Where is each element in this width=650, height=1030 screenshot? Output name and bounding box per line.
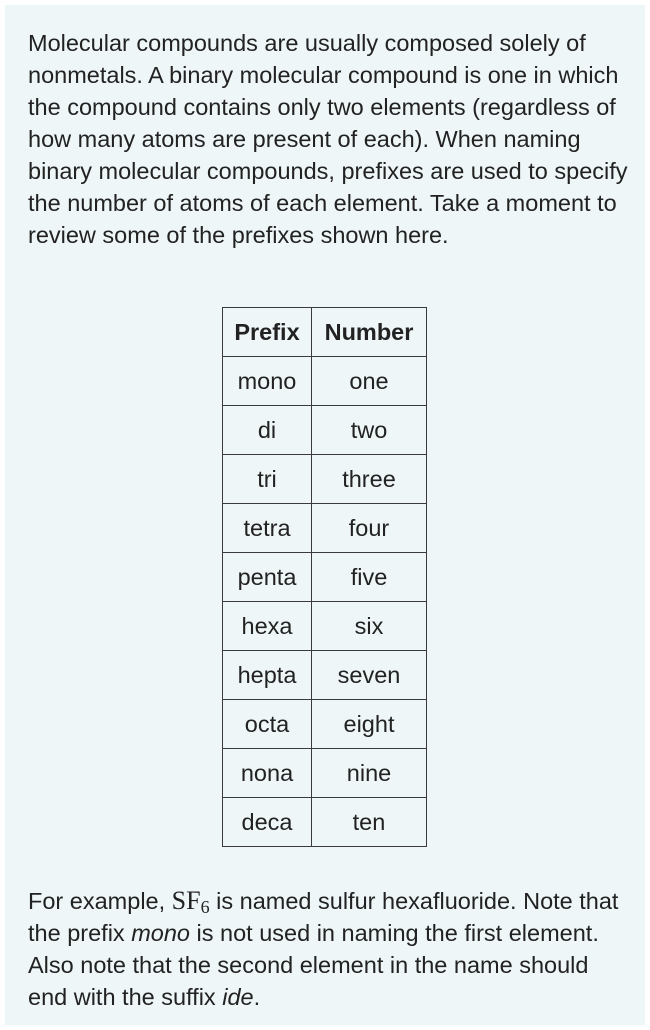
outro-text-3: is not used in naming the first element. Also note that the second element in the name should end with the suffix <box>28 920 599 1010</box>
header-number: Number <box>312 308 427 357</box>
number-cell: eight <box>312 700 427 749</box>
table-row <box>223 455 427 504</box>
prefix-cell: deca <box>223 798 312 847</box>
number-cell: five <box>312 553 427 602</box>
header-prefix: Prefix <box>223 308 312 357</box>
table-header-row <box>223 308 427 357</box>
table-row <box>223 553 427 602</box>
number-cell: two <box>312 406 427 455</box>
intro-paragraph: Molecular compounds are usually composed solely of nonmetals. A binary molecular compound is one in which the compound contains only two elements (regardless of how many atoms are present of each). When naming binary molecular compounds, prefixes are used to specify the number of atoms of each element. Take a moment to review some of the prefixes shown here. <box>28 30 628 248</box>
prefix-cell: hexa <box>223 602 312 651</box>
table-row <box>223 602 427 651</box>
prefix-table <box>222 307 427 847</box>
table-row <box>223 749 427 798</box>
table-row <box>223 504 427 553</box>
number-cell: three <box>312 455 427 504</box>
content-panel <box>5 5 645 1025</box>
number-cell: one <box>312 357 427 406</box>
number-cell: seven <box>312 651 427 700</box>
number-cell: four <box>312 504 427 553</box>
outro-paragraph <box>28 885 628 1013</box>
number-cell: nine <box>312 749 427 798</box>
prefix-cell: hepta <box>223 651 312 700</box>
formula-base: SF <box>171 886 201 915</box>
prefix-cell: tri <box>223 455 312 504</box>
outro-text-1: For example, <box>28 888 172 914</box>
number-cell: ten <box>312 798 427 847</box>
table-row <box>223 406 427 455</box>
outro-text-4: . <box>253 984 261 1010</box>
prefix-cell: nona <box>223 749 312 798</box>
table-row <box>223 798 427 847</box>
chemical-formula <box>172 886 210 915</box>
prefix-cell: penta <box>223 553 312 602</box>
emphasis-ide: ide <box>222 984 254 1010</box>
table-row <box>223 651 427 700</box>
number-cell: six <box>312 602 427 651</box>
prefix-cell: tetra <box>223 504 312 553</box>
formula-subscript: 6 <box>200 897 210 917</box>
table-row <box>223 357 427 406</box>
prefix-cell: mono <box>223 357 312 406</box>
table-row <box>223 700 427 749</box>
prefix-cell: octa <box>223 700 312 749</box>
prefix-cell: di <box>223 406 312 455</box>
outro-text-2: is named sulfur hexafluoride. Note that the prefix <box>28 888 619 946</box>
emphasis-mono: mono <box>131 920 190 946</box>
